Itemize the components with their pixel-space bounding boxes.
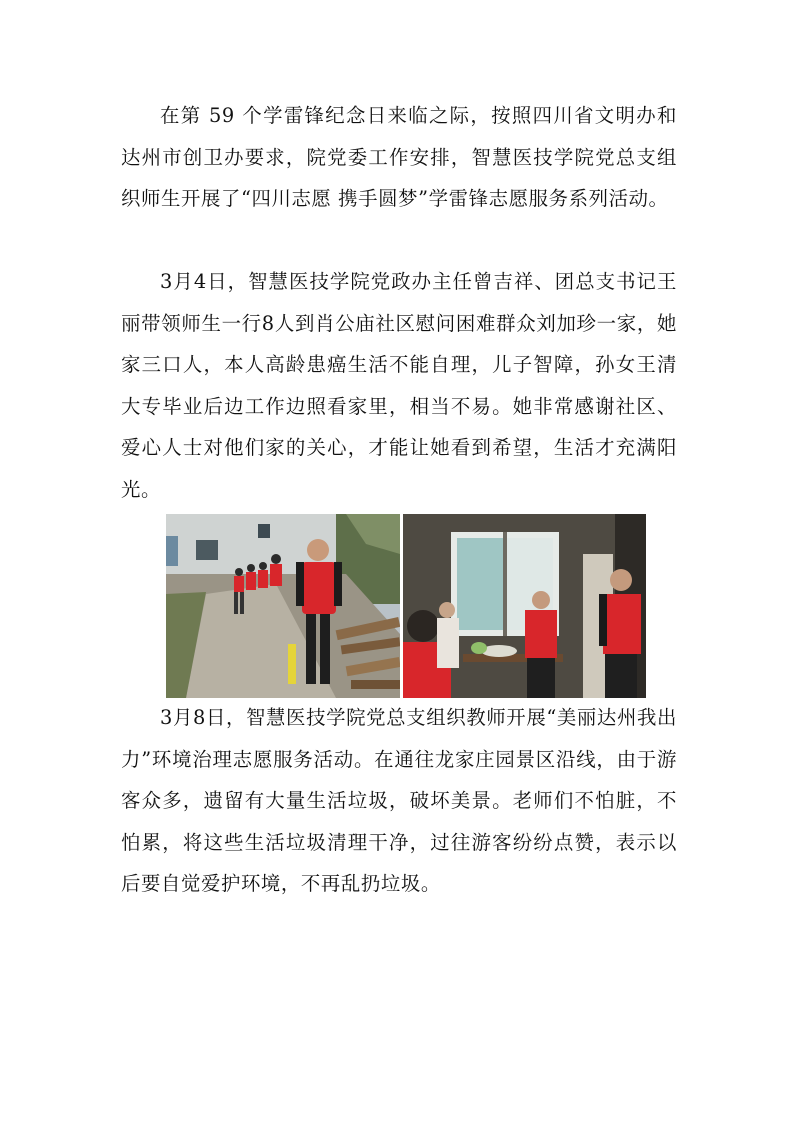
paragraph-intro: 在第 59 个学雷锋纪念日来临之际，按照四川省文明办和达州市创卫办要求，院党委工作安排，智慧医技学院党总支组织师生开展了“四川志愿 携手圆梦”学雷锋志愿服务系列活动。 xyxy=(121,104,677,210)
paragraph-march-4: 3月4日，智慧医技学院党政办主任曾吉祥、团总支书记王丽带领师生一行8人到肖公庙社区慰问困难群众刘加珍一家，她家三口人，本人高龄患癌生活不能自理，儿子智障，孙女王清大专毕业后边工作边照看家里，相当不易。她非常感谢社区、爱心人士对他们家的关心，才能让她看到希望，生活才充满阳光。 xyxy=(121,270,677,501)
photo-indoor-visit xyxy=(403,514,646,698)
photo-volunteers-walking-image xyxy=(166,514,400,698)
paragraph-march-8: 3月8日，智慧医技学院党总支组织教师开展“美丽达州我出力”环境治理志愿服务活动。在通往龙家庄园景区沿线，由于游客众多，遗留有大量生活垃圾，破坏美景。老师们不怕脏，不怕累，将这些生活垃圾清理干净，过往游客纷纷点赞，表示以后要自觉爱护环境，不再乱扔垃圾。 xyxy=(121,706,677,895)
photo-volunteers-walking xyxy=(166,514,400,698)
photo-indoor-visit-image xyxy=(403,514,646,698)
